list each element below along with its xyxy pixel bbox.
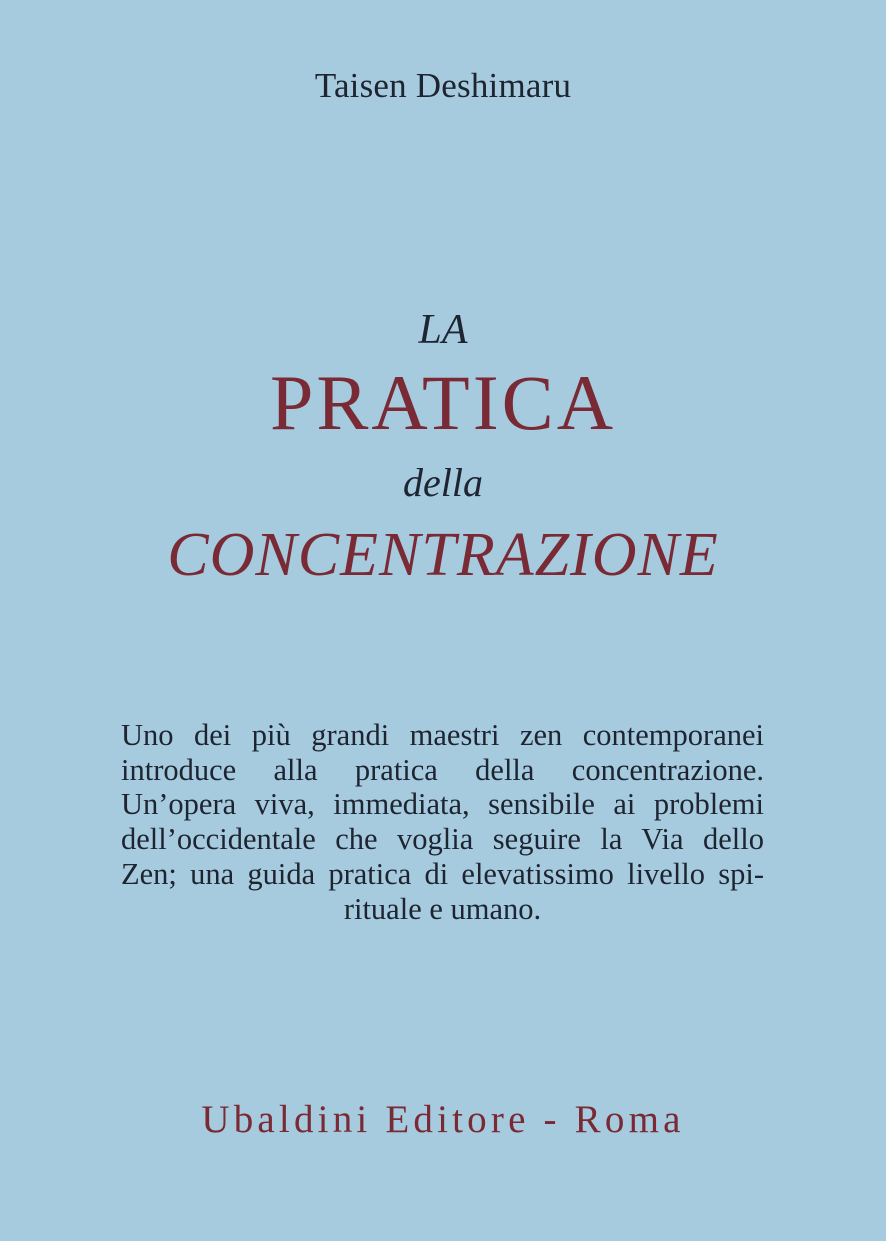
blurb-line: rituale e umano. (343, 891, 542, 926)
title-main: PRATICA (269, 359, 617, 446)
title-article: LA (418, 307, 468, 353)
author-name: Taisen Deshimaru (314, 66, 572, 105)
blurb-line: introduce alla pratica della concentrazione. (121, 752, 764, 787)
blurb-line: Zen; una guida pratica di elevatissimo livello spi- (121, 856, 764, 891)
publisher-imprint: Ubaldini Editore - Roma (201, 1098, 685, 1141)
blurb-line: dell’occidentale che voglia seguire la Via dello (121, 822, 764, 857)
title-subject: CONCENTRAZIONE (167, 521, 719, 589)
blurb-line: Uno dei più grandi maestri zen contemporanei (121, 718, 764, 752)
title-connector: della (403, 460, 483, 505)
blurb-line: Un’opera viva, immediata, sensibile ai problemi (121, 787, 764, 822)
blurb-paragraph (121, 718, 764, 926)
